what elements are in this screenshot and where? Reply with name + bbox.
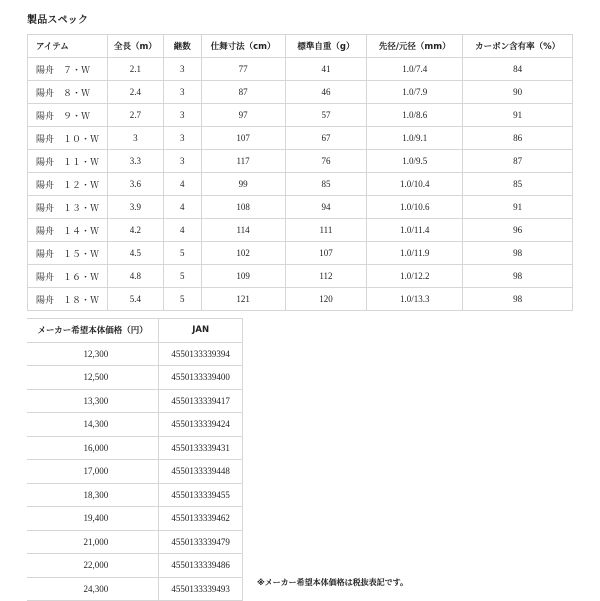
diameter-cell: 1.0/9.5 bbox=[367, 150, 463, 173]
item-cell: 陽舟 １３・Ｗ bbox=[28, 196, 108, 219]
length-cell: 3.9 bbox=[107, 196, 163, 219]
weight-cell: 46 bbox=[285, 81, 367, 104]
sections-cell: 3 bbox=[163, 104, 201, 127]
length-cell: 2.1 bbox=[107, 58, 163, 81]
carbon-cell: 98 bbox=[463, 288, 573, 311]
weight-cell: 85 bbox=[285, 173, 367, 196]
closed-length-cell: 107 bbox=[201, 127, 285, 150]
jan-cell: 4550133339394 bbox=[159, 342, 243, 366]
carbon-cell: 86 bbox=[463, 127, 573, 150]
weight-cell: 41 bbox=[285, 58, 367, 81]
sections-cell: 3 bbox=[163, 127, 201, 150]
jan-cell: 4550133339417 bbox=[159, 389, 243, 413]
carbon-cell: 85 bbox=[463, 173, 573, 196]
diameter-cell: 1.0/10.4 bbox=[367, 173, 463, 196]
item-cell: 陽舟 １５・Ｗ bbox=[28, 242, 108, 265]
price-cell: 21,000 bbox=[27, 530, 159, 554]
diameter-cell: 1.0/10.6 bbox=[367, 196, 463, 219]
price-cell: 24,300 bbox=[27, 577, 159, 601]
length-cell: 3 bbox=[107, 127, 163, 150]
header-carbon: カーボン含有率（%） bbox=[463, 35, 573, 58]
carbon-cell: 91 bbox=[463, 104, 573, 127]
spec-row bbox=[28, 58, 573, 81]
weight-cell: 112 bbox=[285, 265, 367, 288]
weight-cell: 107 bbox=[285, 242, 367, 265]
diameter-cell: 1.0/11.9 bbox=[367, 242, 463, 265]
spec-row bbox=[28, 196, 573, 219]
weight-cell: 94 bbox=[285, 196, 367, 219]
price-row bbox=[27, 366, 243, 390]
closed-length-cell: 87 bbox=[201, 81, 285, 104]
price-cell: 12,300 bbox=[27, 342, 159, 366]
spec-row bbox=[28, 104, 573, 127]
sections-cell: 3 bbox=[163, 150, 201, 173]
sections-cell: 5 bbox=[163, 265, 201, 288]
closed-length-cell: 99 bbox=[201, 173, 285, 196]
spec-header-row bbox=[28, 35, 573, 58]
closed-length-cell: 117 bbox=[201, 150, 285, 173]
jan-cell: 4550133339462 bbox=[159, 507, 243, 531]
closed-length-cell: 121 bbox=[201, 288, 285, 311]
spec-row bbox=[28, 127, 573, 150]
price-cell: 12,500 bbox=[27, 366, 159, 390]
item-cell: 陽舟 １４・Ｗ bbox=[28, 219, 108, 242]
price-row bbox=[27, 577, 243, 601]
diameter-cell: 1.0/7.4 bbox=[367, 58, 463, 81]
price-row bbox=[27, 342, 243, 366]
spec-row bbox=[28, 150, 573, 173]
jan-cell: 4550133339486 bbox=[159, 554, 243, 578]
diameter-cell: 1.0/9.1 bbox=[367, 127, 463, 150]
item-cell: 陽舟 ９・Ｗ bbox=[28, 104, 108, 127]
price-row bbox=[27, 507, 243, 531]
spec-row bbox=[28, 81, 573, 104]
carbon-cell: 98 bbox=[463, 265, 573, 288]
closed-length-cell: 114 bbox=[201, 219, 285, 242]
price-cell: 22,000 bbox=[27, 554, 159, 578]
price-row bbox=[27, 554, 243, 578]
header-price: メーカー希望本体価格（円） bbox=[27, 319, 159, 343]
weight-cell: 57 bbox=[285, 104, 367, 127]
length-cell: 4.2 bbox=[107, 219, 163, 242]
tax-footnote: ※メーカー希望本体価格は税抜表記です。 bbox=[257, 578, 408, 587]
spec-table bbox=[27, 34, 573, 311]
header-jan: JAN bbox=[159, 319, 243, 343]
closed-length-cell: 102 bbox=[201, 242, 285, 265]
sections-cell: 4 bbox=[163, 196, 201, 219]
sections-cell: 4 bbox=[163, 173, 201, 196]
header-length: 全長（m） bbox=[107, 35, 163, 58]
item-cell: 陽舟 １１・Ｗ bbox=[28, 150, 108, 173]
item-cell: 陽舟 １０・Ｗ bbox=[28, 127, 108, 150]
length-cell: 3.6 bbox=[107, 173, 163, 196]
length-cell: 3.3 bbox=[107, 150, 163, 173]
price-table bbox=[27, 318, 243, 601]
jan-cell: 4550133339448 bbox=[159, 460, 243, 484]
header-sections: 継数 bbox=[163, 35, 201, 58]
spec-row bbox=[28, 288, 573, 311]
sections-cell: 3 bbox=[163, 81, 201, 104]
price-cell: 16,000 bbox=[27, 436, 159, 460]
price-row bbox=[27, 413, 243, 437]
price-cell: 14,300 bbox=[27, 413, 159, 437]
header-weight: 標準自重（g） bbox=[285, 35, 367, 58]
length-cell: 2.4 bbox=[107, 81, 163, 104]
carbon-cell: 91 bbox=[463, 196, 573, 219]
header-closed-length: 仕舞寸法（cm） bbox=[201, 35, 285, 58]
jan-cell: 4550133339400 bbox=[159, 366, 243, 390]
header-item: アイテム bbox=[28, 35, 108, 58]
sections-cell: 5 bbox=[163, 242, 201, 265]
diameter-cell: 1.0/8.6 bbox=[367, 104, 463, 127]
spec-row bbox=[28, 219, 573, 242]
length-cell: 4.5 bbox=[107, 242, 163, 265]
item-cell: 陽舟 ７・Ｗ bbox=[28, 58, 108, 81]
price-row bbox=[27, 530, 243, 554]
diameter-cell: 1.0/13.3 bbox=[367, 288, 463, 311]
price-cell: 17,000 bbox=[27, 460, 159, 484]
length-cell: 4.8 bbox=[107, 265, 163, 288]
price-row bbox=[27, 436, 243, 460]
sections-cell: 5 bbox=[163, 288, 201, 311]
item-cell: 陽舟 ８・Ｗ bbox=[28, 81, 108, 104]
price-cell: 18,300 bbox=[27, 483, 159, 507]
weight-cell: 120 bbox=[285, 288, 367, 311]
closed-length-cell: 97 bbox=[201, 104, 285, 127]
spec-row bbox=[28, 265, 573, 288]
diameter-cell: 1.0/11.4 bbox=[367, 219, 463, 242]
carbon-cell: 96 bbox=[463, 219, 573, 242]
closed-length-cell: 109 bbox=[201, 265, 285, 288]
carbon-cell: 87 bbox=[463, 150, 573, 173]
price-header-row bbox=[27, 319, 243, 343]
jan-cell: 4550133339493 bbox=[159, 577, 243, 601]
section-title: 製品スペック bbox=[27, 15, 89, 26]
weight-cell: 67 bbox=[285, 127, 367, 150]
spec-row bbox=[28, 173, 573, 196]
price-row bbox=[27, 389, 243, 413]
closed-length-cell: 77 bbox=[201, 58, 285, 81]
carbon-cell: 90 bbox=[463, 81, 573, 104]
weight-cell: 111 bbox=[285, 219, 367, 242]
sections-cell: 3 bbox=[163, 58, 201, 81]
price-cell: 19,400 bbox=[27, 507, 159, 531]
price-cell: 13,300 bbox=[27, 389, 159, 413]
price-row bbox=[27, 460, 243, 484]
spec-row bbox=[28, 242, 573, 265]
length-cell: 5.4 bbox=[107, 288, 163, 311]
length-cell: 2.7 bbox=[107, 104, 163, 127]
diameter-cell: 1.0/7.9 bbox=[367, 81, 463, 104]
jan-cell: 4550133339431 bbox=[159, 436, 243, 460]
item-cell: 陽舟 １６・Ｗ bbox=[28, 265, 108, 288]
item-cell: 陽舟 １２・Ｗ bbox=[28, 173, 108, 196]
weight-cell: 76 bbox=[285, 150, 367, 173]
item-cell: 陽舟 １８・Ｗ bbox=[28, 288, 108, 311]
header-diameter: 先径/元径（mm） bbox=[367, 35, 463, 58]
closed-length-cell: 108 bbox=[201, 196, 285, 219]
jan-cell: 4550133339455 bbox=[159, 483, 243, 507]
jan-cell: 4550133339424 bbox=[159, 413, 243, 437]
price-row bbox=[27, 483, 243, 507]
jan-cell: 4550133339479 bbox=[159, 530, 243, 554]
carbon-cell: 98 bbox=[463, 242, 573, 265]
sections-cell: 4 bbox=[163, 219, 201, 242]
diameter-cell: 1.0/12.2 bbox=[367, 265, 463, 288]
carbon-cell: 84 bbox=[463, 58, 573, 81]
